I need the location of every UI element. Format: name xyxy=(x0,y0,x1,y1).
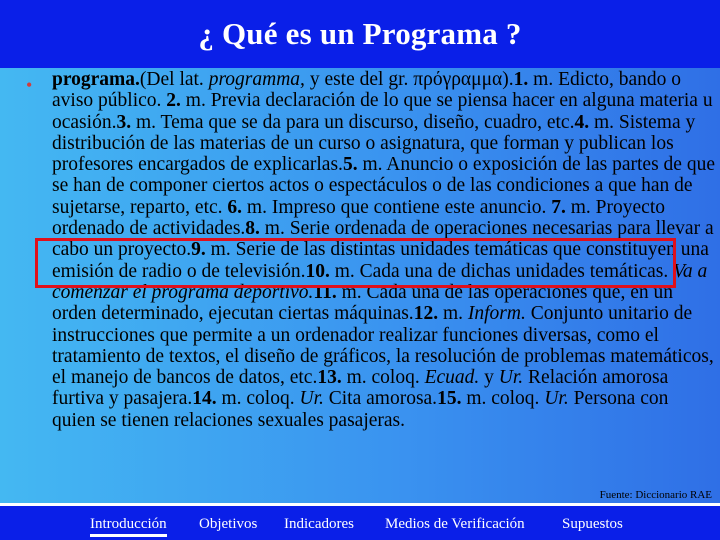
nav-medios-de-verificacion[interactable]: Medios de Verificación xyxy=(385,516,525,532)
nav-introduccion[interactable]: Introducción xyxy=(90,516,167,537)
nav-supuestos[interactable]: Supuestos xyxy=(562,516,623,532)
nav-objetivos[interactable]: Objetivos xyxy=(199,516,258,532)
headword: programa. xyxy=(52,69,140,90)
slide-title: ¿ Qué es un Programa ? xyxy=(198,16,522,51)
bullet-icon: • xyxy=(26,75,33,95)
nav-bar xyxy=(0,503,720,540)
definition-text: programa.(Del lat. programma, y este del gr. πρόγραμμα).1. m. Edicto, bando o aviso público. 2. m. Previa declaración de lo que se piensa hacer en alguna materia u ocasión.3. m. Tema que se da para un discurso, diseño, cuadro, etc.4. m. Sistema y distribución de las materias de un curso o asignatura, que forman y publican los profesores encargados de explicarlas.5. m. Anuncio o exposición de las partes de que se han de componer ciertos actos o espectáculos o de las condiciones a que han de sujetarse, reparto, etc. 6. m. Impreso que contiene este anuncio. 7. m. Proyecto ordenado de actividades.8. m. Serie ordenada de operaciones necesarias para llevar a cabo un proyecto.9. m. Serie de las distintas unidades temáticas que constituyen una emisión de radio o de televisión.10. m. Cada una de dichas unidades temáticas. Va a comenzar el programa deportivo.11. m. Cada una de las operaciones que, en un orden determinado, ejecutan ciertas máquinas.12. m. Inform. Conjunto unitario de instrucciones que permite a un ordenador realizar funciones diversas, como el tratamiento de textos, el diseño de gráficos, la resolución de problemas matemáticos, el manejo de bancos de datos, etc.13. m. coloq. Ecuad. y Ur. Relación amorosa furtiva y pasajera.14. m. coloq. Ur. Cita amorosa.15. m. coloq. Ur. Persona con quien se tienen relaciones sexuales pasajeras. xyxy=(52,69,715,431)
source-note: Fuente: Diccionario RAE xyxy=(599,489,712,501)
highlight-box xyxy=(35,238,676,288)
nav-indicadores[interactable]: Indicadores xyxy=(284,516,354,532)
title-bar xyxy=(0,0,720,68)
